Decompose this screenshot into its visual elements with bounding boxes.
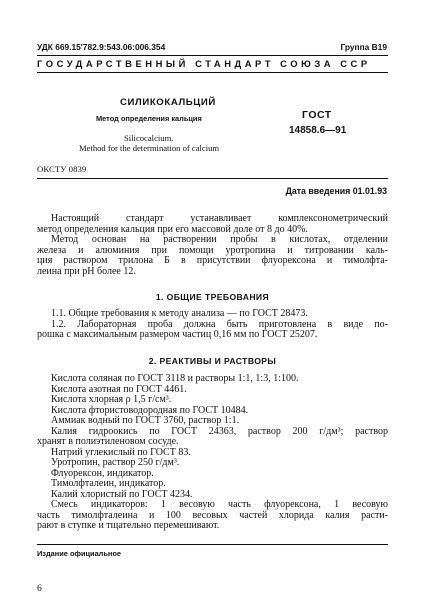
reagent-line: Уротропин, раствор 250 г/дм³. bbox=[51, 457, 180, 468]
reagent-line: Тимолфталеин, индикатор. bbox=[51, 478, 166, 489]
subtitle-en-line1: Silicocalcium. bbox=[124, 133, 174, 143]
intro-paragraph bbox=[37, 214, 388, 277]
reagent-line: Смесь индикаторов: 1 весовую часть флуорексона, 1 весовую bbox=[51, 499, 388, 510]
reagent-line: Кислота хлорная ρ 1,5 г/см³. bbox=[51, 394, 172, 405]
intro-line: ция раствором трилона Б в присутствии флуорексона и тимолфта- bbox=[37, 255, 388, 266]
reagent-line: рают в ступке и тщательно перемешивают. bbox=[37, 520, 220, 531]
official-edition-label: Издание официальное bbox=[37, 549, 122, 558]
gost-label: ГОСТ bbox=[302, 109, 332, 121]
intro-line: Настоящий стандарт устанавливает комплексонометрический bbox=[51, 213, 388, 224]
section1-line: 1.2. Лабораторная проба должна быть приготовлена в виде по- bbox=[51, 318, 388, 330]
effective-date: Дата введения 01.01.93 bbox=[285, 186, 387, 196]
udk-code: УДК 669.15'782.9:543.06:006.354 bbox=[37, 42, 166, 52]
reagent-line: часть тимолфталеина и 100 весовых частей хлорида калия расти- bbox=[37, 509, 388, 521]
intro-line: Метод основан на растворении пробы в кислотах, отделении bbox=[51, 234, 388, 245]
group-code: Группа В19 bbox=[340, 42, 387, 52]
reagent-line: Кислота фтористоводородная по ГОСТ 10484. bbox=[51, 404, 249, 416]
section1-body bbox=[37, 309, 388, 341]
reagent-line: Калия гидроокись по ГОСТ 24363, раствор 200 г/дм³; раствор bbox=[51, 425, 388, 437]
section2-heading: 2. РЕАКТИВЫ И РАСТВОРЫ bbox=[148, 356, 277, 366]
subtitle-en-line2: Method for the determination of calcium bbox=[79, 143, 220, 153]
gost-number: 14858.6—91 bbox=[289, 125, 347, 136]
section2-body bbox=[37, 374, 388, 532]
intro-line: метод определения кальция при его массовой доле от 8 до 40%. bbox=[37, 223, 308, 235]
subtitle-ru: Метод определения кальция bbox=[96, 114, 202, 123]
okstu-rule bbox=[37, 178, 388, 179]
section1-line: рошка с максимальным размером частиц 0,16 мм по ГОСТ 25207. bbox=[37, 329, 318, 340]
reagent-line: хранят в полиэтиленовом сосуде. bbox=[37, 436, 179, 447]
reagent-line: Кислота соляная по ГОСТ 3118 и растворы 1:1, 1:3, 1:100. bbox=[51, 373, 299, 384]
reagent-line: Аммиак водный по ГОСТ 3760, раствор 1:1. bbox=[51, 415, 240, 426]
section1-heading: 1. ОБЩИЕ ТРЕБОВАНИЯ bbox=[155, 292, 270, 302]
page-number: 6 bbox=[37, 583, 42, 594]
state-standard-banner: ГОСУДАРСТВЕННЫЙ СТАНДАРТ СОЮЗА ССР bbox=[37, 58, 371, 69]
document-title: СИЛИКОКАЛЬЦИЙ bbox=[120, 97, 216, 108]
okstu-code: ОКСТУ 0839 bbox=[37, 164, 87, 174]
intro-line: леина при pH более 12. bbox=[37, 265, 136, 277]
header-rule-bottom bbox=[37, 72, 388, 73]
reagent-line: Флуорексон, индикатор. bbox=[51, 467, 154, 479]
section1-line: 1.1. Общие требования к методу анализа — по ГОСТ 28473. bbox=[51, 308, 308, 319]
footer-rule bbox=[37, 544, 388, 545]
reagent-line: Калий хлористый по ГОСТ 4234. bbox=[51, 488, 193, 500]
header-rule-top bbox=[37, 55, 388, 56]
intro-line: железа и алюминия при помощи уротропина и титровании каль- bbox=[37, 244, 388, 256]
reagent-line: Натрий углекислый по ГОСТ 83. bbox=[51, 446, 191, 458]
reagent-line: Кислота азотная по ГОСТ 4461. bbox=[51, 383, 187, 395]
